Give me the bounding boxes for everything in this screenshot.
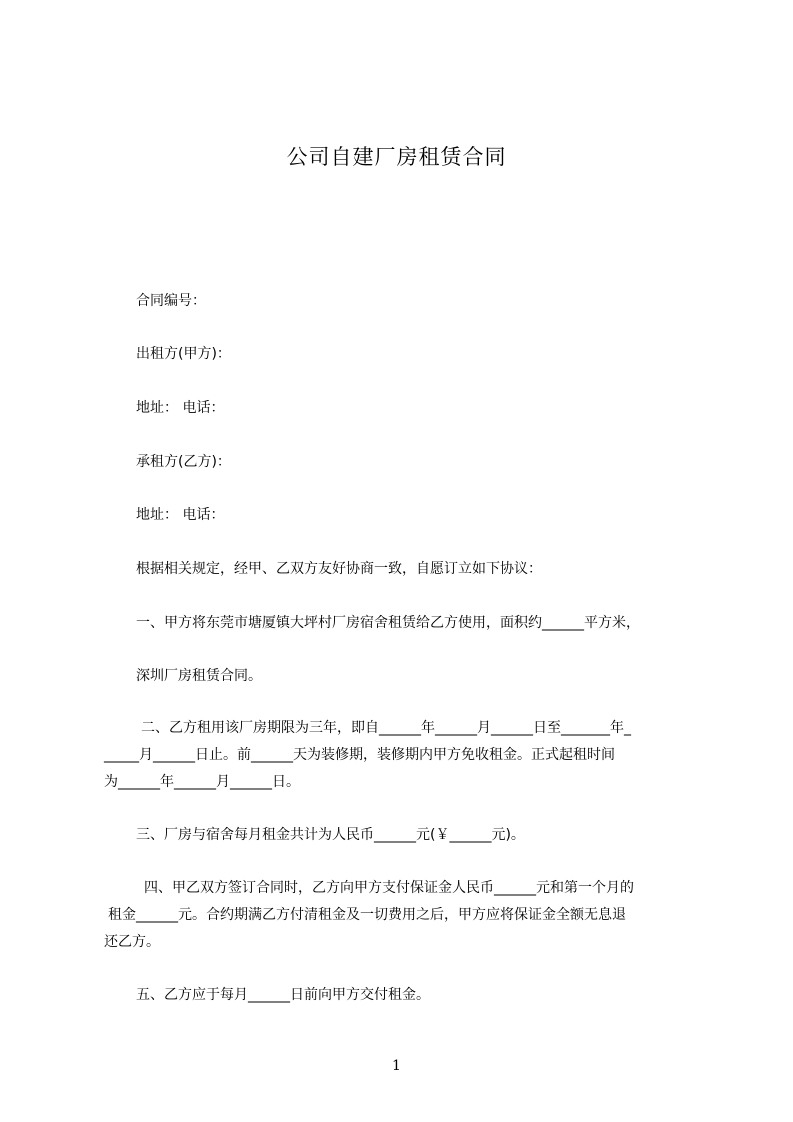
- lessor-field: 出租方(甲方)：: [136, 346, 231, 362]
- clause-2-line-1: 二、乙方租用该厂房期限为三年，即自______年______月______日至_______年_: [141, 720, 631, 736]
- clause-4-line-3: 还乙方。: [104, 934, 160, 950]
- clause-5-line-1: 五、乙方应于每月______日前向甲方交付租金。: [136, 987, 430, 1003]
- page-number: 1: [392, 1058, 401, 1074]
- contract-number-field: 合同编号：: [136, 293, 206, 309]
- clause-4-line-2: 租金______元。合约期满乙方付清租金及一切费用之后，甲方应将保证金全额无息退: [108, 907, 626, 923]
- lessee-field: 承租方(乙方)：: [136, 454, 231, 470]
- preamble-paragraph: 根据相关规定，经甲、乙双方友好协商一致，自愿订立如下协议：: [136, 561, 542, 577]
- lessor-address-field: 地址： 电话：: [136, 400, 225, 416]
- clause-4-line-1: 四、甲乙双方签订合同时，乙方向甲方支付保证金人民币______元和第一个月的: [144, 880, 634, 896]
- clause-1-line-1: 一、甲方将东莞市塘厦镇大坪村厂房宿舍租赁给乙方使用，面积约______平方米，: [136, 615, 640, 631]
- clause-2-line-3: 为______年______月______日。: [104, 774, 300, 790]
- document-title: 公司自建厂房租赁合同: [286, 145, 507, 169]
- clause-1-line-2: 深圳厂房租赁合同。: [136, 668, 262, 684]
- clause-3-line-1: 三、厂房与宿舍每月租金共计为人民币______元(￥______元)。: [136, 827, 525, 843]
- clause-2-line-2: _____月______日止。前______天为装修期，装修期内甲方免收租金。正式起租时间: [104, 747, 615, 763]
- lessee-address-field: 地址： 电话：: [136, 507, 225, 523]
